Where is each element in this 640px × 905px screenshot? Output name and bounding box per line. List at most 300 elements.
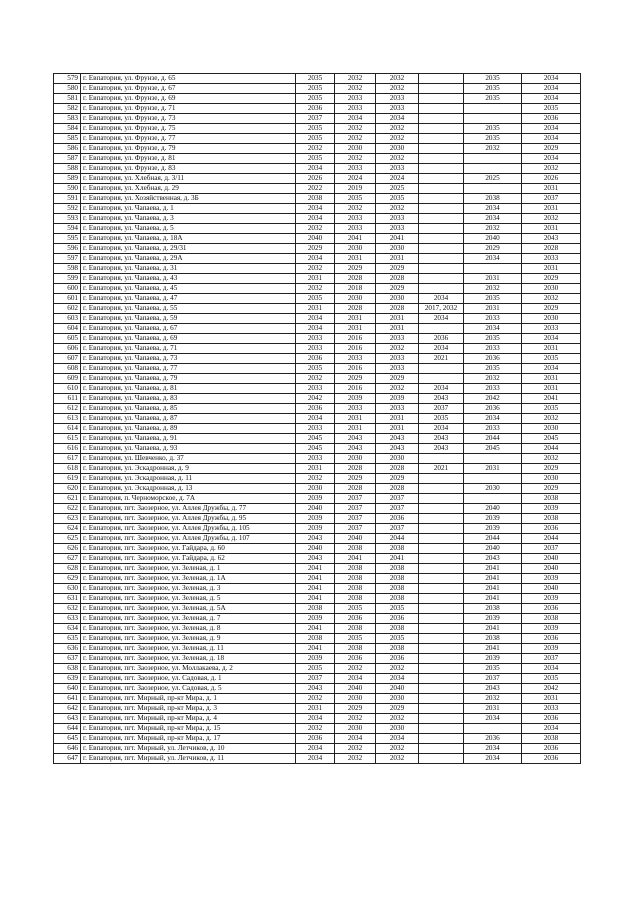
year-cell-5: 2039: [464, 524, 522, 534]
year-cell-5: 2032: [464, 694, 522, 704]
year-cell-4: [419, 634, 464, 644]
year-cell-6: 2032: [522, 414, 581, 424]
year-cell-4: [419, 604, 464, 614]
address-cell: г. Евпатория, пгт. Заозерное, ул. Зеленая, д. 3: [81, 584, 296, 594]
row-number: 646: [54, 744, 81, 754]
year-cell-6: 2031: [522, 344, 581, 354]
row-number: 607: [54, 354, 81, 364]
row-number: 604: [54, 324, 81, 334]
table-row: [54, 664, 581, 674]
row-number: 635: [54, 634, 81, 644]
table-row: [54, 684, 581, 694]
year-cell-2: 2032: [335, 714, 376, 724]
row-number: 628: [54, 564, 81, 574]
year-cell-5: 2038: [464, 604, 522, 614]
year-cell-1: 2035: [296, 364, 335, 374]
table-row: [54, 454, 581, 464]
year-cell-4: [419, 524, 464, 534]
year-cell-4: [419, 284, 464, 294]
table-row: [54, 194, 581, 204]
year-cell-2: 2032: [335, 124, 376, 134]
year-cell-6: 2044: [522, 444, 581, 454]
year-cell-1: 2029: [296, 244, 335, 254]
year-cell-1: 2041: [296, 574, 335, 584]
year-cell-1: 2038: [296, 604, 335, 614]
row-number: 616: [54, 444, 81, 454]
year-cell-2: 2016: [335, 334, 376, 344]
address-cell: г. Евпатория, ул. Чапаева, д. 45: [81, 284, 296, 294]
year-cell-3: 2032: [376, 344, 419, 354]
year-cell-2: 2031: [335, 424, 376, 434]
year-cell-1: 2041: [296, 584, 335, 594]
year-cell-2: 2033: [335, 104, 376, 114]
row-number: 643: [54, 714, 81, 724]
year-cell-6: 2038: [522, 514, 581, 524]
row-number: 623: [54, 514, 81, 524]
address-cell: г. Евпатория, пгт. Заозерное, ул. Аллея Дружбы, д. 107: [81, 534, 296, 544]
year-cell-2: 2032: [335, 754, 376, 764]
year-cell-5: 2041: [464, 584, 522, 594]
row-number: 590: [54, 184, 81, 194]
year-cell-1: 2039: [296, 514, 335, 524]
year-cell-6: 2039: [522, 624, 581, 634]
year-cell-5: 2030: [464, 484, 522, 494]
year-cell-3: 2029: [376, 704, 419, 714]
table-row: [54, 714, 581, 724]
year-cell-3: 2038: [376, 584, 419, 594]
year-cell-5: [464, 494, 522, 504]
table-row: [54, 214, 581, 224]
year-cell-3: 2033: [376, 354, 419, 364]
year-cell-4: [419, 134, 464, 144]
year-cell-1: 2034: [296, 164, 335, 174]
year-cell-1: 2040: [296, 544, 335, 554]
year-cell-2: 2041: [335, 554, 376, 564]
address-cell: г. Евпатория, ул. Фрунзе, д. 83: [81, 164, 296, 174]
year-cell-4: [419, 324, 464, 334]
table-row: [54, 294, 581, 304]
table-row: [54, 404, 581, 414]
year-cell-2: 2030: [335, 694, 376, 704]
row-number: 624: [54, 524, 81, 534]
address-cell: г. Евпатория, ул. Фрунзе, д. 71: [81, 104, 296, 114]
year-cell-2: 2032: [335, 744, 376, 754]
year-cell-1: 2026: [296, 174, 335, 184]
year-cell-3: 2038: [376, 624, 419, 634]
row-number: 582: [54, 104, 81, 114]
address-cell: г. Евпатория, ул. Чапаева, д. 29А: [81, 254, 296, 264]
year-cell-6: 2036: [522, 634, 581, 644]
year-cell-1: 2033: [296, 424, 335, 434]
year-cell-6: 2030: [522, 424, 581, 434]
table-row: [54, 464, 581, 474]
year-cell-4: [419, 554, 464, 564]
row-number: 611: [54, 394, 81, 404]
row-number: 592: [54, 204, 81, 214]
year-cell-5: 2035: [464, 74, 522, 84]
year-cell-2: 2031: [335, 324, 376, 334]
year-cell-1: 2034: [296, 204, 335, 214]
year-cell-3: 2032: [376, 134, 419, 144]
year-cell-1: 2036: [296, 104, 335, 114]
row-number: 598: [54, 264, 81, 274]
year-cell-5: [464, 104, 522, 114]
year-cell-5: 2045: [464, 444, 522, 454]
year-cell-5: 2035: [464, 334, 522, 344]
year-cell-2: 2038: [335, 584, 376, 594]
year-cell-6: 2036: [522, 604, 581, 614]
row-number: 641: [54, 694, 81, 704]
row-number: 595: [54, 234, 81, 244]
year-cell-6: 2036: [522, 714, 581, 724]
year-cell-2: 2038: [335, 544, 376, 554]
row-number: 632: [54, 604, 81, 614]
year-cell-4: [419, 224, 464, 234]
year-cell-5: 2039: [464, 654, 522, 664]
address-cell: г. Евпатория, ул. Чапаева, д. 79: [81, 374, 296, 384]
year-cell-5: 2035: [464, 294, 522, 304]
year-cell-2: 2034: [335, 734, 376, 744]
year-cell-3: 2034: [376, 734, 419, 744]
year-cell-2: 2033: [335, 164, 376, 174]
year-cell-4: [419, 274, 464, 284]
year-cell-4: [419, 124, 464, 134]
address-cell: г. Евпатория, ул. Чапаева, д. 55: [81, 304, 296, 314]
year-cell-5: 2034: [464, 414, 522, 424]
row-number: 631: [54, 594, 81, 604]
year-cell-4: [419, 74, 464, 84]
row-number: 637: [54, 654, 81, 664]
year-cell-1: 2031: [296, 704, 335, 714]
table-row: [54, 134, 581, 144]
address-cell: г. Евпатория, ул. Чапаева, д. 85: [81, 404, 296, 414]
year-cell-2: 2038: [335, 624, 376, 634]
table-row: [54, 204, 581, 214]
table-row: [54, 104, 581, 114]
year-cell-1: 2041: [296, 644, 335, 654]
year-cell-1: 2039: [296, 524, 335, 534]
year-cell-3: 2035: [376, 634, 419, 644]
year-cell-5: 2033: [464, 344, 522, 354]
address-cell: г. Евпатория, пгт. Заозерное, ул. Зеленая, д. 5А: [81, 604, 296, 614]
table-row: [54, 94, 581, 104]
year-cell-1: 2032: [296, 474, 335, 484]
year-cell-5: 2029: [464, 244, 522, 254]
year-cell-2: 2032: [335, 204, 376, 214]
year-cell-6: 2037: [522, 544, 581, 554]
year-cell-6: 2034: [522, 154, 581, 164]
year-cell-5: 2036: [464, 734, 522, 744]
table-row: [54, 554, 581, 564]
year-cell-1: 2039: [296, 614, 335, 624]
year-cell-3: 2038: [376, 564, 419, 574]
year-cell-1: 2034: [296, 414, 335, 424]
year-cell-6: 2028: [522, 244, 581, 254]
year-cell-3: 2036: [376, 654, 419, 664]
address-cell: г. Евпатория, ул. Чапаева, д. 67: [81, 324, 296, 334]
row-number: 606: [54, 344, 81, 354]
year-cell-2: 2029: [335, 264, 376, 274]
year-cell-3: 2032: [376, 74, 419, 84]
year-cell-4: [419, 244, 464, 254]
row-number: 601: [54, 294, 81, 304]
year-cell-4: 2034: [419, 424, 464, 434]
year-cell-3: 2036: [376, 614, 419, 624]
row-number: 597: [54, 254, 81, 264]
year-cell-2: 2033: [335, 224, 376, 234]
year-cell-3: 2032: [376, 754, 419, 764]
year-cell-6: 2032: [522, 164, 581, 174]
year-cell-2: 2028: [335, 304, 376, 314]
year-cell-3: 2030: [376, 724, 419, 734]
table-row: [54, 324, 581, 334]
year-cell-5: [464, 474, 522, 484]
table-row: [54, 564, 581, 574]
year-cell-1: 2022: [296, 184, 335, 194]
row-number: 609: [54, 374, 81, 384]
year-cell-4: [419, 534, 464, 544]
year-cell-1: 2032: [296, 694, 335, 704]
table-row: [54, 124, 581, 134]
year-cell-4: 2043: [419, 434, 464, 444]
year-cell-5: 2034: [464, 714, 522, 724]
row-number: 589: [54, 174, 81, 184]
year-cell-6: 2035: [522, 404, 581, 414]
year-cell-3: 2034: [376, 674, 419, 684]
year-cell-1: 2032: [296, 144, 335, 154]
row-number: 586: [54, 144, 81, 154]
year-cell-5: 2035: [464, 664, 522, 674]
year-cell-3: 2041: [376, 234, 419, 244]
table-row: [54, 284, 581, 294]
year-cell-4: 2037: [419, 404, 464, 414]
year-cell-6: 2031: [522, 374, 581, 384]
year-cell-4: 2021: [419, 464, 464, 474]
year-cell-1: 2033: [296, 384, 335, 394]
table-row: [54, 244, 581, 254]
table-row: [54, 654, 581, 664]
address-cell: г. Евпатория, пгт. Заозерное, ул. Аллея Дружбы, д. 105: [81, 524, 296, 534]
year-cell-5: 2034: [464, 204, 522, 214]
address-cell: г. Евпатория, ул. Чапаева, д. 47: [81, 294, 296, 304]
row-number: 629: [54, 574, 81, 584]
year-cell-4: [419, 174, 464, 184]
year-cell-6: 2045: [522, 434, 581, 444]
year-cell-6: 2034: [522, 74, 581, 84]
table-row: [54, 274, 581, 284]
year-cell-2: 2028: [335, 274, 376, 284]
address-cell: г. Евпатория, ул. Чапаева, д. 5: [81, 224, 296, 234]
year-cell-6: 2035: [522, 104, 581, 114]
year-cell-1: 2031: [296, 304, 335, 314]
year-cell-3: 2030: [376, 244, 419, 254]
row-number: 588: [54, 164, 81, 174]
year-cell-3: 2038: [376, 594, 419, 604]
year-cell-4: [419, 644, 464, 654]
year-cell-3: 2032: [376, 154, 419, 164]
year-cell-1: 2043: [296, 684, 335, 694]
address-cell: г. Евпатория, ул. Чапаева, д. 73: [81, 354, 296, 364]
address-cell: г. Евпатория, ул. Фрунзе, д. 73: [81, 114, 296, 124]
year-cell-4: [419, 374, 464, 384]
year-cell-5: 2035: [464, 134, 522, 144]
table-row: [54, 424, 581, 434]
year-cell-1: 2041: [296, 594, 335, 604]
row-number: 605: [54, 334, 81, 344]
year-cell-6: 2039: [522, 574, 581, 584]
year-cell-3: 2037: [376, 504, 419, 514]
year-cell-5: 2038: [464, 634, 522, 644]
year-cell-4: [419, 574, 464, 584]
table-row: [54, 174, 581, 184]
row-number: 636: [54, 644, 81, 654]
year-cell-2: 2043: [335, 434, 376, 444]
year-cell-2: 2030: [335, 294, 376, 304]
year-cell-3: 2032: [376, 124, 419, 134]
year-cell-4: [419, 364, 464, 374]
row-number: 640: [54, 684, 81, 694]
year-cell-6: 2034: [522, 724, 581, 734]
row-number: 638: [54, 664, 81, 674]
year-cell-3: 2035: [376, 194, 419, 204]
address-cell: г. Евпатория, пгт. Мирный, ул. Летчиков, д. 11: [81, 754, 296, 764]
year-cell-4: [419, 154, 464, 164]
year-cell-2: 2032: [335, 664, 376, 674]
year-cell-1: 2034: [296, 314, 335, 324]
year-cell-5: [464, 454, 522, 464]
year-cell-4: [419, 584, 464, 594]
year-cell-4: 2034: [419, 344, 464, 354]
address-cell: г. Евпатория, ул. Чапаева, д. 69: [81, 334, 296, 344]
year-cell-3: 2033: [376, 364, 419, 374]
row-number: 615: [54, 434, 81, 444]
address-cell: г. Евпатория, ул. Чапаева, д. 29/31: [81, 244, 296, 254]
year-cell-3: 2031: [376, 424, 419, 434]
year-cell-3: 2033: [376, 214, 419, 224]
year-cell-4: 2034: [419, 384, 464, 394]
year-cell-2: 2038: [335, 574, 376, 584]
address-cell: г. Евпатория, пгт. Заозерное, ул. Зеленая, д. 5: [81, 594, 296, 604]
year-cell-4: 2034: [419, 294, 464, 304]
year-cell-3: 2025: [376, 184, 419, 194]
address-cell: г. Евпатория, ул. Чапаева, д. 3: [81, 214, 296, 224]
year-cell-2: 2035: [335, 194, 376, 204]
year-cell-4: [419, 714, 464, 724]
year-cell-3: 2037: [376, 494, 419, 504]
year-cell-6: 2037: [522, 194, 581, 204]
row-number: 599: [54, 274, 81, 284]
year-cell-3: 2033: [376, 94, 419, 104]
year-cell-6: 2040: [522, 564, 581, 574]
year-cell-5: [464, 154, 522, 164]
year-cell-6: 2040: [522, 584, 581, 594]
year-cell-1: 2045: [296, 434, 335, 444]
year-cell-5: 2040: [464, 234, 522, 244]
year-cell-3: 2041: [376, 554, 419, 564]
row-number: 622: [54, 504, 81, 514]
year-cell-4: [419, 674, 464, 684]
year-cell-5: 2041: [464, 644, 522, 654]
year-cell-3: 2029: [376, 474, 419, 484]
table-row: [54, 114, 581, 124]
year-cell-6: 2032: [522, 214, 581, 224]
year-cell-2: 2032: [335, 154, 376, 164]
table-row: [54, 264, 581, 274]
year-cell-3: 2033: [376, 404, 419, 414]
year-cell-5: 2044: [464, 434, 522, 444]
address-cell: г. Евпатория, ул. Чапаева, д. 71: [81, 344, 296, 354]
year-cell-2: 2029: [335, 374, 376, 384]
year-cell-3: 2038: [376, 574, 419, 584]
year-cell-2: 2041: [335, 234, 376, 244]
table-row: [54, 754, 581, 764]
year-cell-3: 2029: [376, 264, 419, 274]
table-row: [54, 434, 581, 444]
year-cell-3: 2028: [376, 274, 419, 284]
year-cell-5: 2037: [464, 674, 522, 684]
year-cell-6: 2039: [522, 594, 581, 604]
year-cell-5: 2031: [464, 304, 522, 314]
row-number: 600: [54, 284, 81, 294]
year-cell-2: 2030: [335, 454, 376, 464]
year-cell-5: 2035: [464, 84, 522, 94]
year-cell-2: 2033: [335, 94, 376, 104]
year-cell-6: 2041: [522, 394, 581, 404]
table-row: [54, 534, 581, 544]
table-row: [54, 504, 581, 514]
year-cell-2: 2035: [335, 634, 376, 644]
year-cell-1: 2031: [296, 464, 335, 474]
year-cell-1: 2042: [296, 394, 335, 404]
address-cell: г. Евпатория, ул. Фрунзе, д. 77: [81, 134, 296, 144]
address-cell: г. Евпатория, ул. Чапаева, д. 77: [81, 364, 296, 374]
row-number: 621: [54, 494, 81, 504]
address-cell: г. Евпатория, пгт. Заозерное, ул. Аллея Дружбы, д. 95: [81, 514, 296, 524]
year-cell-6: 2033: [522, 254, 581, 264]
address-cell: г. Евпатория, ул. Чапаева, д. 31: [81, 264, 296, 274]
year-cell-4: [419, 114, 464, 124]
table-row: [54, 414, 581, 424]
year-cell-6: 2042: [522, 684, 581, 694]
row-number: 591: [54, 194, 81, 204]
table-row: [54, 474, 581, 484]
year-cell-2: 2029: [335, 704, 376, 714]
year-cell-6: 2034: [522, 334, 581, 344]
year-cell-1: 2039: [296, 494, 335, 504]
table-row: [54, 254, 581, 264]
row-number: 581: [54, 94, 81, 104]
row-number: 594: [54, 224, 81, 234]
year-cell-3: 2030: [376, 144, 419, 154]
year-cell-6: 2044: [522, 534, 581, 544]
year-cell-6: 2031: [522, 694, 581, 704]
address-cell: г. Евпатория, пгт. Заозерное, ул. Зеленая, д. 18: [81, 654, 296, 664]
year-cell-4: [419, 564, 464, 574]
year-cell-1: 2040: [296, 504, 335, 514]
year-cell-2: 2034: [335, 114, 376, 124]
row-number: 645: [54, 734, 81, 744]
table-row: [54, 614, 581, 624]
housing-repair-schedule-table: [53, 73, 581, 764]
table-row: [54, 574, 581, 584]
year-cell-5: 2035: [464, 94, 522, 104]
address-cell: г. Евпатория, ул. Фрунзе, д. 69: [81, 94, 296, 104]
address-cell: г. Евпатория, ул. Чапаева, д. 1: [81, 204, 296, 214]
address-cell: г. Евпатория, пгт. Заозерное, ул. Зеленая, д. 8: [81, 624, 296, 634]
year-cell-5: 2033: [464, 314, 522, 324]
year-cell-5: 2034: [464, 254, 522, 264]
year-cell-5: 2041: [464, 624, 522, 634]
